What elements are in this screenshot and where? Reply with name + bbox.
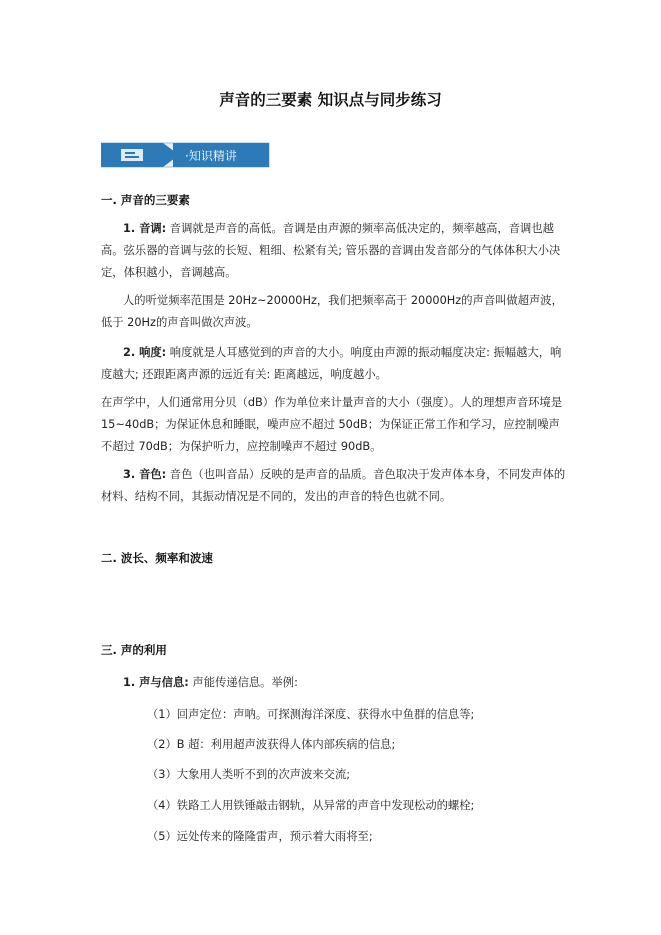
loudness-text: 响度就是人耳感觉到的声音的大小。响度由声源的振动幅度决定: 振幅越大，响度越大; 还跟距离声源的远近有关: 距离越远，响度越小。 <box>101 346 562 381</box>
paragraph-pitch <box>101 218 571 284</box>
info-label: 1. 声与信息: <box>123 676 189 689</box>
section-heading-3: 三. 声的利用 <box>101 643 167 657</box>
list-item: （1）回声定位：声呐。可探测海洋深度、获得水中鱼群的信息等; <box>147 708 475 721</box>
banner-graphic <box>101 140 271 170</box>
page-title: 声音的三要素 知识点与同步练习 <box>219 90 442 109</box>
paragraph-hearing: 人的听觉频率范围是 20Hz~20000Hz，我们把频率高于 20000Hz的声音叫做超声波，低于 20Hz的声音叫做次声波。 <box>101 294 563 329</box>
sub-heading-info <box>123 674 298 690</box>
timbre-label: 3. 音色: <box>123 468 167 481</box>
banner-text: ·知识精讲 <box>185 149 237 163</box>
pitch-label: 1. 音调: <box>123 222 167 235</box>
section-heading-1: 一. 声音的三要素 <box>101 193 190 207</box>
timbre-text: 音色（也叫音品）反映的是声音的品质。音色取决于发声体本身，不同发声体的材料、结构不同，其振动情况是不同的，发出的声音的特色也就不同。 <box>101 468 566 503</box>
paragraph-decibel: 在声学中，人们通常用分贝（dB）作为单位来计量声音的大小（强度）。人的理想声音环境是 15~40dB；为保证休息和睡眠，噪声应不超过 50dB；为保证正常工作和学习，应控制噪声不超过 70dB；为保护听力，应控制噪声不超过 90dB。 <box>101 396 563 453</box>
list-item: （2）B 超：利用超声波获得人体内部疾病的信息; <box>147 738 396 751</box>
paragraph-timbre <box>101 464 571 508</box>
paragraph-loudness <box>101 342 571 386</box>
list-item: （3）大象用人类听不到的次声波来交流; <box>147 768 351 781</box>
list-item: （4）铁路工人用铁锤敲击钢轨，从异常的声音中发现松动的螺栓; <box>147 799 475 812</box>
pitch-text: 音调就是声音的高低。音调是由声源的频率高低决定的，频率越高，音调也越高。弦乐器的音调与弦的长短、粗细、松紧有关; 管乐器的音调由发音部分的气体体积大小决定，体积越小，音调越高。 <box>101 222 561 279</box>
loudness-label: 2. 响度: <box>123 346 167 359</box>
section-banner <box>101 140 271 170</box>
section-heading-2: 二. 波长、频率和波速 <box>101 551 213 565</box>
list-item: （5）远处传来的隆隆雷声，预示着大雨将至; <box>147 830 373 843</box>
info-text: 声能传递信息。举例: <box>192 676 298 689</box>
book-icon <box>121 149 143 161</box>
